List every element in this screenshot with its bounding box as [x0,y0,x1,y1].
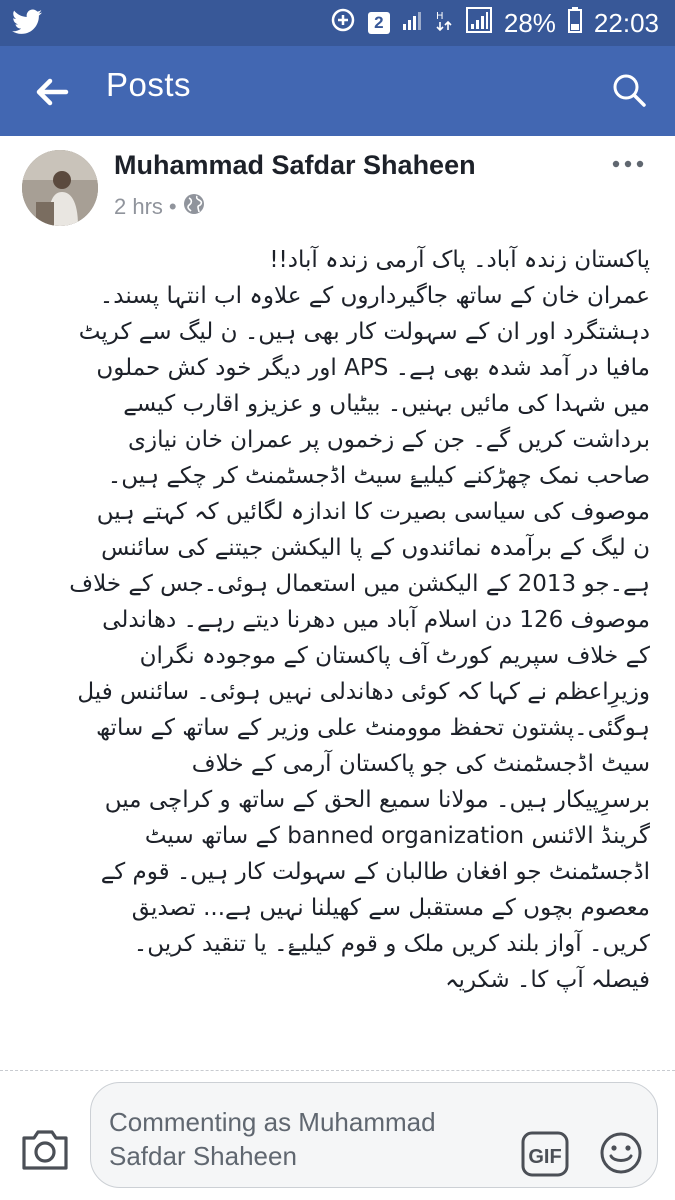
gif-button[interactable] [521,1131,569,1177]
signal-icon-2 [466,7,492,40]
emoji-icon[interactable] [599,1131,643,1175]
battery-percent: 28% [503,7,556,38]
post-meta [114,192,205,222]
camera-icon[interactable] [20,1126,70,1172]
post-time[interactable]: 2 hrs [114,194,163,219]
more-dots-icon[interactable] [611,154,645,174]
search-icon[interactable] [609,70,649,110]
notification-badge: 2 [368,12,390,34]
twitter-icon [12,9,42,39]
post-body: پاکستان زندہ آباد۔ پاک آرمی زندہ آباد!! عمران خان کے ساتھ جاگیرداروں کے علاوہ اب انتہا پسند۔ دہشتگرد اور ان کے سہولت کار بھی ہیں۔ ن لیگ سے کرپٹ مافیا در آمد شدہ بھی ہے۔ APS اور دیگر خود کش حملوں میں شہدا کی مائیں بہنیں۔ بیٹیاں و عزیزو اقارب کیسے برداشت کریں گے۔ جن کے زخموں پر عمران خان نیازی صاحب نمک چھڑکنے کیلیۓ سیٹ اڈجسٹمنٹ کر چکے ہیں۔ موصوف کی سیاسی بصیرت کا اندازہ لگائیں کہ کہتے ہیں ن لیگ کے برآمدہ نمائندوں کے پا الیکشن جیتنے کی سائنس ہے۔جو 2013 کے الیکشن میں استعمال ہوئی۔جس کے خلاف موصوف 126 دن اسلام آباد میں دھرنا دیتے رہے۔ دھاندلی کے خلاف سپریم کورٹ آف پاکستان کے موجودہ نگران وزیرِاعظم نے کہا کہ کوئی دھاندلی نہیں ہوئی۔ سائنس فیل ہوگئی۔پشتون تحفظ موومنٹ علی وزیر کے ساتھ کے ساتھ سیٹ اڈجسٹمنٹ کی جو پاکستان آرمی کے خلاف برسرِپیکار ہیں۔ مولانا سمیع الحق کے ساتھ و کراچی میں گرینڈ الائنس banned organization کے ساتھ سیٹ اڈجسٹمنٹ جو افغان طالبان کے سہولت کار ہیں۔ قوم کے معصوم بچوں کے مستقبل سے کھیلنا نہیں ہے... تصدیق کریں۔ آواز بلند کریں ملک و قوم کیلیۓ۔ یا تنقید کریں۔ فیصلہ آپ کا۔ شکریہ [69,247,650,993]
comment-composer [0,1072,675,1200]
app-bar [0,46,675,136]
avatar[interactable] [22,150,98,226]
svg-text:H: H [435,10,444,22]
back-arrow-icon[interactable] [32,72,72,112]
author-name[interactable]: Muhammad Safdar Shaheen [114,150,476,180]
comment-input[interactable] [90,1082,658,1188]
signal-icon [402,8,424,39]
comment-placeholder: Commenting as Muhammad Safdar Shaheen [109,1107,436,1171]
divider [0,1070,675,1071]
network-type-icon [436,8,454,39]
status-bar [0,0,675,46]
data-saver-icon [330,7,356,40]
clock: 22:03 [593,7,659,38]
meta-separator: • [168,194,177,219]
globe-icon [183,193,205,221]
page-title: Posts [106,66,192,103]
gif-label: GIF [528,1146,562,1168]
battery-icon [568,7,582,40]
